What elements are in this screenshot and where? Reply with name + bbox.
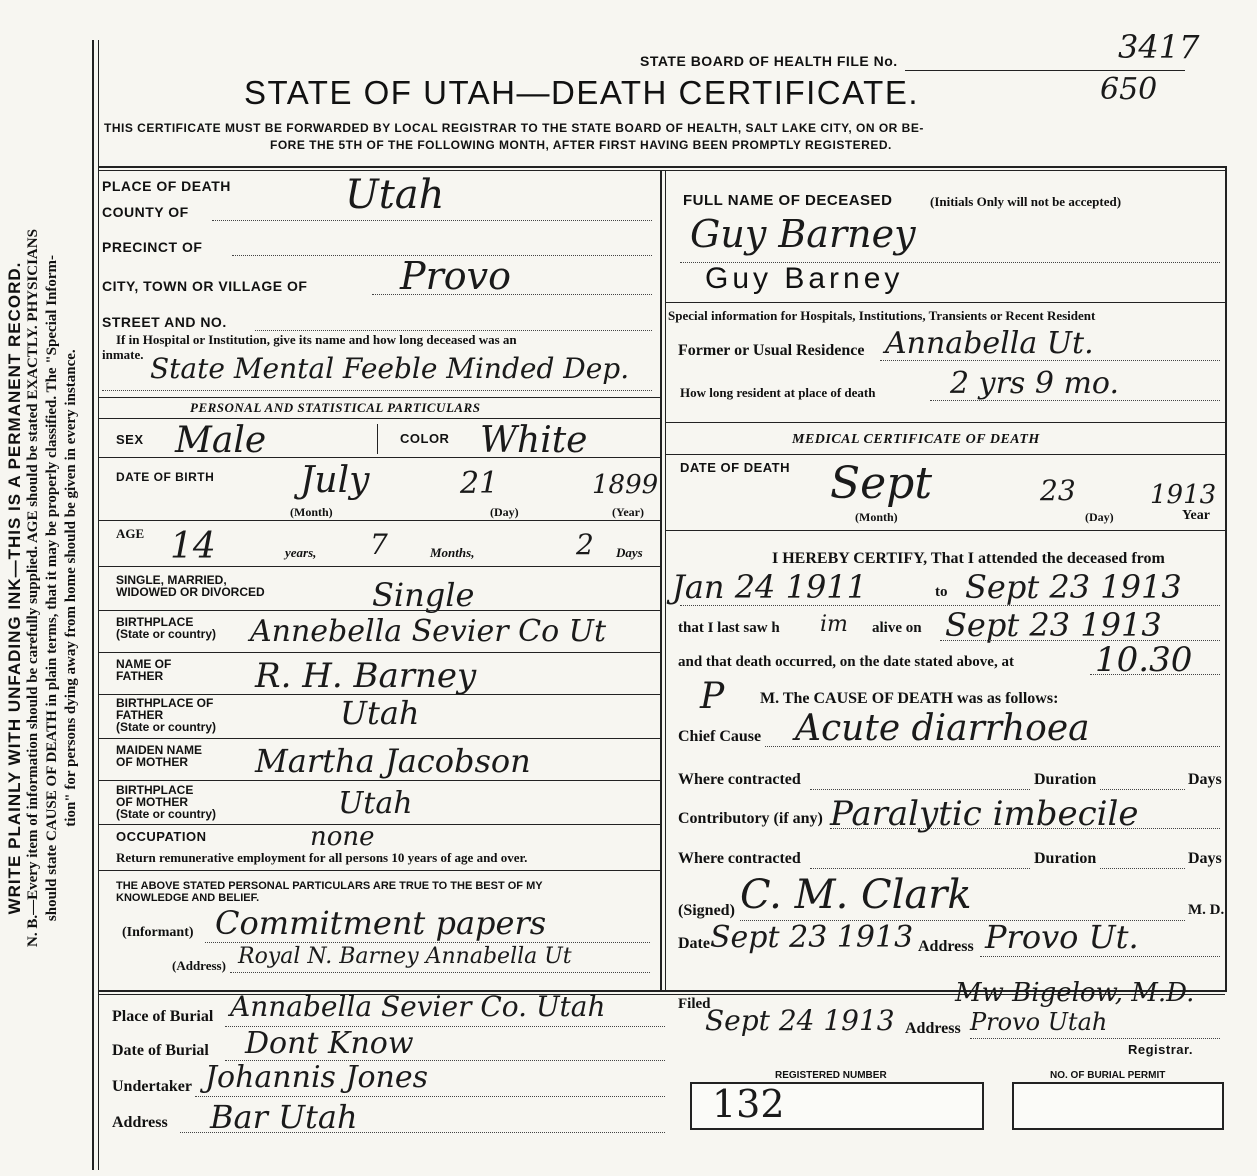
dod-label: DATE OF DEATH — [680, 460, 791, 475]
place-of-death-label: PLACE OF DEATH — [102, 178, 231, 194]
sidebar-line-4: tion" for persons dying away from home should be given in every instance. — [63, 349, 79, 827]
duration-label-2: Duration — [1034, 850, 1097, 867]
hospital-note-1: If in Hospital or Institution, give its name and how long deceased was an — [116, 332, 517, 347]
personal-header: PERSONAL AND STATISTICAL PARTICULARS — [190, 400, 481, 415]
death-time-line — [1090, 674, 1220, 675]
medical-header: MEDICAL CERTIFICATE OF DEATH — [792, 432, 1040, 447]
registrar-signature: Mw Bigelow, M.D. — [955, 978, 1195, 1008]
dod-month-label: (Month) — [855, 510, 898, 524]
birthplace-label-2: (State or country) — [116, 627, 217, 641]
street-line — [255, 330, 652, 331]
dob-rule — [98, 520, 660, 521]
mother-bp-label-2: OF MOTHER — [116, 795, 188, 809]
name-rule — [665, 302, 1225, 303]
undertaker-line — [195, 1096, 665, 1097]
mother-label-1: MAIDEN NAME — [116, 743, 202, 757]
street-label: STREET AND NO. — [102, 314, 227, 330]
column-divider — [660, 170, 662, 990]
full-name-note: (Initials Only will not be accepted) — [930, 194, 1122, 209]
dob-month-label: (Month) — [290, 505, 333, 519]
form-left-border — [92, 40, 94, 1170]
contributory-label: Contributory (if any) — [678, 810, 823, 827]
last-saw-him: im — [820, 612, 848, 637]
how-long-label: How long resident at place of death — [680, 385, 876, 400]
signed-address-line — [980, 956, 1220, 957]
cause-label: M. The CAUSE OF DEATH was as follows: — [760, 690, 1059, 707]
county-value: Utah — [345, 172, 445, 218]
mother-label-2: OF MOTHER — [116, 755, 188, 769]
color-value: White — [480, 420, 588, 461]
mother-bp-label-1: BIRTHPLACE — [116, 783, 194, 797]
informant-line — [205, 942, 650, 943]
sidebar-line-permanent-record: WRITE PLAINLY WITH UNFADING INK—THIS IS A PERMANENT RECORD. — [5, 261, 24, 915]
dob-label: DATE OF BIRTH — [116, 470, 215, 484]
file-no-value: 3417 — [1118, 28, 1200, 66]
hospital-note-2: inmate. — [102, 347, 144, 362]
where-contracted-line-1 — [810, 789, 1030, 790]
filed-date: Sept 24 1913 — [705, 1004, 895, 1037]
marital-value: Single — [372, 576, 475, 614]
sex-color-divider — [377, 424, 378, 454]
death-occurred-label: and that death occurred, on the date stated above, at — [678, 654, 1014, 670]
residence-label: Former or Usual Residence — [678, 342, 865, 359]
age-label: AGE — [116, 526, 145, 541]
dob-year-label: (Year) — [612, 505, 644, 519]
instruction-line-2: FORE THE 5TH OF THE FOLLOWING MONTH, AFTER FIRST HAVING BEEN PROMPTLY REGISTERED. — [270, 138, 892, 152]
file-no-value-2: 650 — [1100, 72, 1158, 107]
dod-year: 1913 — [1150, 480, 1217, 510]
column-divider-2 — [665, 170, 666, 990]
marital-rule — [98, 610, 660, 611]
age-months-label: Months, — [430, 545, 475, 560]
informant-label: (Informant) — [122, 925, 194, 940]
filed-address-value: Provo Utah — [970, 1008, 1108, 1036]
file-no-line — [905, 70, 1185, 71]
informant-address-label: (Address) — [172, 958, 226, 973]
filed-label: Filed — [678, 996, 711, 1012]
mother-bp-label-3: (State or country) — [116, 807, 217, 821]
father-bp-label-3: (State or country) — [116, 720, 217, 734]
registrar-label: Registrar. — [1128, 1042, 1193, 1057]
burial-date-label: Date of Burial — [112, 1042, 209, 1059]
sidebar-text — [5, 13, 81, 1163]
signed-value: C. M. Clark — [740, 872, 972, 918]
last-saw-date: Sept 23 1913 — [945, 606, 1162, 644]
precinct-label: PRECINCT OF — [102, 239, 203, 255]
true-statement-2: KNOWLEDGE AND BELIEF. — [116, 892, 260, 904]
father-bp-label-1: BIRTHPLACE OF — [116, 696, 214, 710]
occupation-note: Return remunerative employment for all persons 10 years of age and over. — [116, 850, 528, 865]
registered-number-value: 132 — [712, 1082, 785, 1126]
county-line — [212, 220, 652, 221]
days-label-1: Days — [1188, 771, 1222, 788]
true-statement-1: THE ABOVE STATED PERSONAL PARTICULARS ARE TRUE TO THE BEST OF MY — [116, 880, 543, 892]
special-info-label: Special information for Hospitals, Institutions, Transients or Recent Resident — [668, 308, 1096, 323]
burial-place-label: Place of Burial — [112, 1008, 214, 1025]
age-years-label: years, — [285, 545, 317, 560]
marital-label-1: SINGLE, MARRIED, — [116, 573, 227, 587]
full-name-label: FULL NAME OF DECEASED — [683, 192, 893, 209]
where-contracted-label-1: Where contracted — [678, 771, 801, 788]
mother-bp-rule — [98, 824, 660, 825]
age-days: 2 — [576, 528, 594, 561]
how-long-value: 2 yrs 9 mo. — [950, 366, 1119, 401]
instruction-line-1: THIS CERTIFICATE MUST BE FORWARDED BY LOCAL REGISTRAR TO THE STATE BOARD OF HEALTH, SALT LAKE CITY, ON OR BE- — [104, 121, 924, 135]
chief-cause-value: Acute diarrhoea — [795, 708, 1090, 749]
institution-value: State Mental Feeble Minded Dep. — [150, 352, 630, 385]
age-days-label: Days — [616, 545, 643, 560]
undertaker-value: Johannis Jones — [205, 1060, 429, 1095]
duration-line-1 — [1100, 789, 1185, 790]
undertaker-address-label: Address — [112, 1114, 168, 1131]
burial-place-value: Annabella Sevier Co. Utah — [230, 990, 606, 1023]
signed-address-value: Provo Ut. — [985, 918, 1139, 956]
full-name-value: Guy Barney — [690, 212, 916, 256]
full-name-print: Guy Barney — [705, 262, 904, 295]
occupation-value: none — [310, 822, 375, 852]
medical-rule — [665, 454, 1225, 455]
father-label-1: NAME OF — [116, 657, 172, 671]
form-right-border — [1225, 166, 1227, 992]
last-saw-label: that I last saw h — [678, 620, 780, 636]
header-rule — [98, 166, 1225, 168]
where-contracted-label-2: Where contracted — [678, 850, 801, 867]
father-label-2: FATHER — [116, 669, 164, 683]
dod-day: 23 — [1040, 474, 1076, 507]
duration-label-1: Duration — [1034, 771, 1097, 788]
undertaker-label: Undertaker — [112, 1078, 192, 1095]
dod-month: Sept — [830, 458, 933, 509]
burial-permit-box — [1012, 1082, 1224, 1130]
sidebar-instructions — [0, 0, 86, 1176]
age-years: 14 — [170, 526, 216, 567]
informant-address-value: Royal N. Barney Annabella Ut — [238, 944, 572, 969]
mother-bp-value: Utah — [338, 786, 413, 821]
father-bp-value: Utah — [340, 694, 420, 732]
marital-label-2: WIDOWED OR DIVORCED — [116, 585, 265, 599]
age-months: 7 — [370, 528, 388, 561]
informant-address-line — [230, 972, 650, 973]
to-label: to — [935, 584, 948, 600]
sex-label: SEX — [116, 432, 144, 447]
residence-rule — [665, 422, 1225, 423]
signed-date-value: Sept 23 1913 — [710, 920, 914, 955]
occupation-label: OCCUPATION — [116, 829, 207, 844]
alive-on-label: alive on — [872, 620, 922, 636]
personal-rule — [98, 397, 660, 398]
dob-month: July — [300, 460, 370, 501]
dod-year-label: Year — [1182, 508, 1210, 523]
birthplace-rule — [98, 652, 660, 653]
filed-address-label: Address — [905, 1020, 961, 1037]
signed-address-label: Address — [918, 938, 974, 955]
form-left-border-inner — [98, 40, 99, 1170]
informant-value: Commitment papers — [215, 904, 547, 942]
birthplace-label-1: BIRTHPLACE — [116, 615, 194, 629]
sex-value: Male — [175, 420, 267, 461]
chief-cause-label: Chief Cause — [678, 728, 762, 745]
where-contracted-line-2 — [810, 868, 1030, 869]
occupation-rule — [98, 870, 660, 871]
county-label: COUNTY OF — [102, 204, 189, 220]
days-label-2: Days — [1188, 850, 1222, 867]
sidebar-line-3: should state CAUSE OF DEATH in plain terms, that it may be properly classified. The "Special Inform- — [44, 254, 60, 922]
burial-date-value: Dont Know — [245, 1026, 414, 1061]
city-label: CITY, TOWN OR VILLAGE OF — [102, 278, 308, 294]
undertaker-address-value: Bar Utah — [210, 1098, 358, 1136]
dod-rule — [665, 530, 1225, 531]
birthplace-value: Annebella Sevier Co Ut — [250, 614, 607, 649]
father-bp-rule — [98, 738, 660, 739]
md-label: M. D. — [1188, 902, 1225, 918]
duration-line-2 — [1100, 868, 1185, 869]
death-time: 10.30 — [1095, 640, 1193, 680]
sex-rule — [98, 457, 660, 458]
father-value: R. H. Barney — [255, 656, 477, 696]
attended-from: Jan 24 1911 — [672, 568, 868, 606]
filed-address-line — [970, 1038, 1220, 1039]
signed-date-label: Date — [678, 935, 710, 952]
age-rule — [98, 566, 660, 567]
sidebar-line-2: N. B.—Every item of information should be carefully supplied. AGE should be stated EXACTLY. PHYSICIANS — [25, 229, 41, 947]
signed-label: (Signed) — [678, 902, 735, 919]
certificate-title: STATE OF UTAH—DEATH CERTIFICATE. — [244, 74, 920, 111]
dob-year: 1899 — [592, 470, 659, 500]
color-label: COLOR — [400, 431, 450, 446]
certify-text: I HEREBY CERTIFY, That I attended the deceased from — [772, 550, 1165, 567]
residence-value: Annabella Ut. — [885, 326, 1094, 361]
father-bp-label-2: FATHER — [116, 708, 164, 722]
personal-rule-2 — [98, 418, 660, 419]
city-value: Provo — [400, 254, 511, 298]
dod-day-label: (Day) — [1085, 510, 1114, 524]
dob-day: 21 — [460, 466, 499, 501]
registered-number-label: REGISTERED NUMBER — [775, 1070, 887, 1081]
dob-day-label: (Day) — [490, 505, 519, 519]
mother-rule — [98, 780, 660, 781]
contributory-value: Paralytic imbecile — [830, 794, 1139, 834]
mother-value: Martha Jacobson — [255, 742, 531, 780]
institution-line — [102, 390, 652, 391]
pm-value: P — [700, 676, 725, 717]
attended-to: Sept 23 1913 — [965, 568, 1182, 606]
file-no-label: STATE BOARD OF HEALTH FILE No. — [640, 53, 898, 69]
burial-permit-label: NO. OF BURIAL PERMIT — [1050, 1070, 1166, 1081]
